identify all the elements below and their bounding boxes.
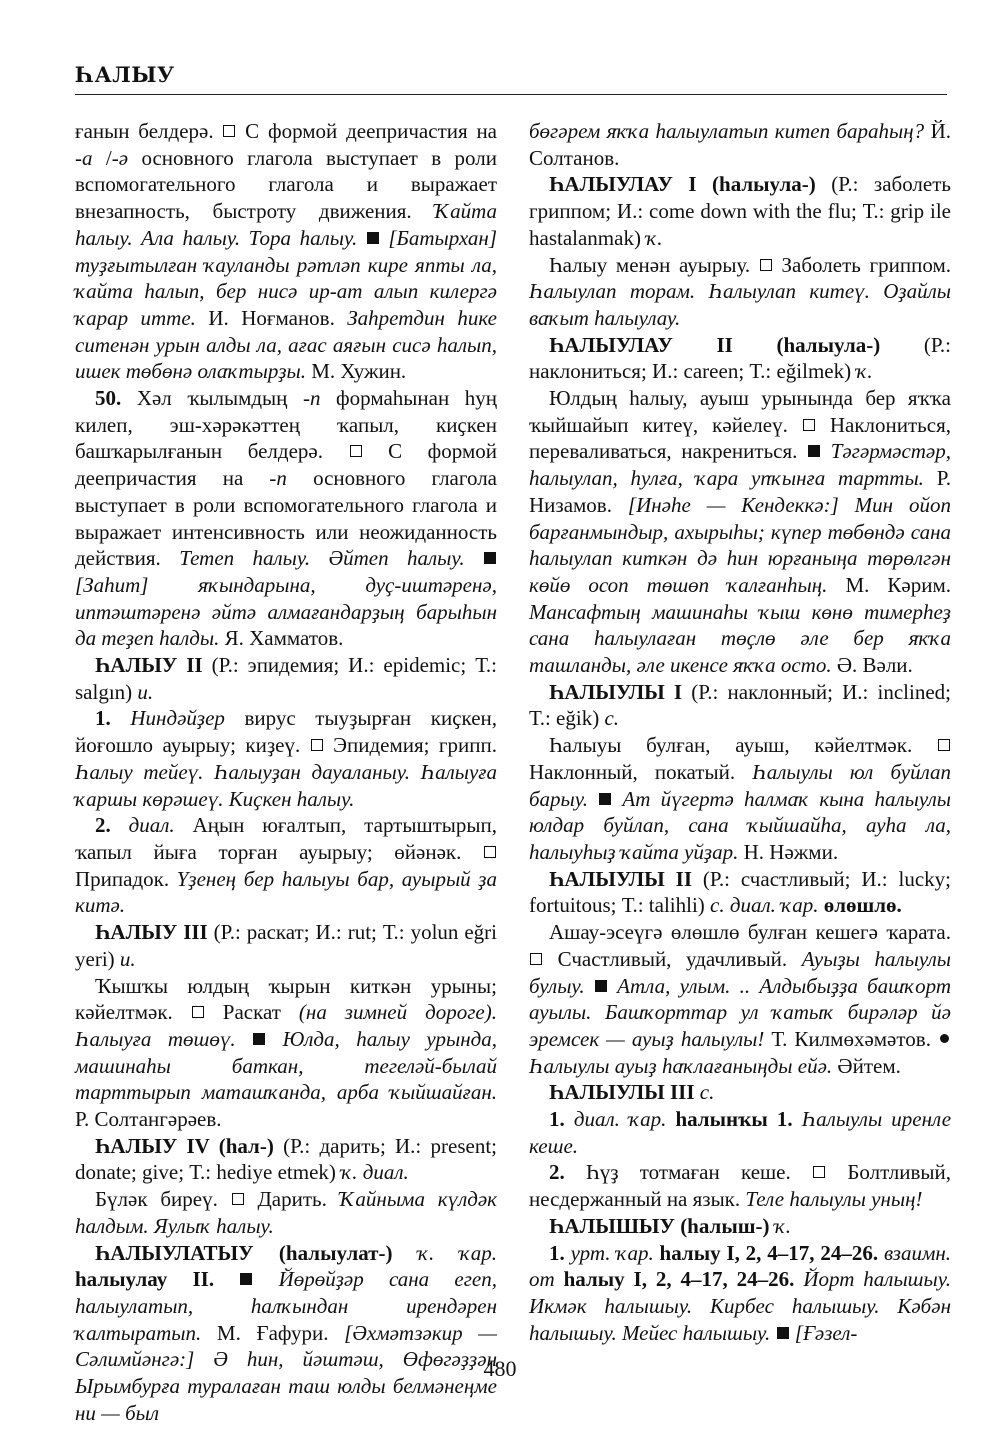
filled-square-icon [367, 232, 379, 244]
text-run [555, 1267, 564, 1291]
text-run: (Р.: раскат; И.: rut; Т.: yolun eğri yeri) [75, 920, 498, 971]
header-rule [75, 94, 947, 95]
headword: ҺАЛЫУЛАУ II (һалыула-) [549, 332, 881, 357]
italic-text: Заһретдин һике ситенән урын алды ла, ағас аяғын сисә һалып, ишек төбөнә олаҡтырҙы. [75, 305, 497, 384]
italic-text: и. [137, 679, 154, 704]
open-square-icon [803, 419, 815, 431]
headword: һалыу I, 2, 4–17, 24–26. [659, 1240, 879, 1265]
open-square-icon [813, 1166, 825, 1178]
italic-text: Ат йүгертә һалмаҡ кына һалыулы юлдар буйлап, сана ҡыйшайһа, ауһа ла, һалыуһыҙ ҡайта уйҙар. [529, 786, 951, 864]
italic-text: Атла, улым. .. Алдыбыҙҙа башҡорт ауылы. Башҡорттар ул ҡатыҡ бирәләр йә эремсек — ауыҙ һалыулы! [529, 973, 951, 1051]
headword: ҺАЛЫУ III [95, 920, 208, 945]
page-number: 480 [483, 1356, 517, 1381]
open-square-icon [223, 125, 235, 137]
headword: 1. [549, 1107, 565, 1132]
filled-square-icon [253, 1033, 265, 1045]
italic-text: взаимн. от [529, 1240, 952, 1292]
filled-square-icon [484, 552, 496, 564]
text-run: Һалыу менән ауырыу. [549, 252, 759, 277]
italic-text: диал. [128, 813, 175, 838]
bullet-dot-icon [940, 1034, 949, 1043]
text-run: (Р.: наклониться; И.: careen; Т.: eğilmek) [529, 332, 951, 384]
text-run: вирус тыуҙырған киҫкен, йоғошло ауырыу; киҙеү. [75, 706, 498, 758]
italic-text: ҡ. ҡар. [417, 1240, 498, 1265]
headword: ҺАЛЫУЛАТЫУ (һалыулат-) [95, 1240, 393, 1265]
entry-paragraph [75, 1186, 497, 1239]
text-run: Аңын юғалтып, тартыштырып, ҡапыл йыға торған ауырыу; өйәнәк. [75, 813, 498, 864]
headword: ҺАЛЫУЛАУ I (һалыула-) [549, 172, 816, 197]
headword: 1. [549, 1240, 565, 1265]
italic-text: Ниндәйҙер [130, 706, 225, 731]
text-run: Эпидемия; грипп. [323, 733, 497, 758]
left-column [75, 118, 497, 1426]
open-square-icon [530, 953, 542, 965]
open-square-icon [192, 1006, 204, 1018]
text-run: С формой деепричастия на - [75, 439, 497, 491]
text-run: (Р.: эпидемия; И.: epidemic; Т.: salgın) [75, 653, 497, 704]
headword: ҺАЛЫУЛЫ III [549, 1080, 695, 1105]
text-run [392, 1241, 417, 1265]
headword: ҺАЛЫУ II [95, 653, 203, 678]
italic-text: [Инәһе — Кендеккә:] Мин ойоп барғанмындыр, ахырыһы; күпер төбөндә сана һалыулап киткән дә һин юрғаныңа төрөлгән көйө осоп төшөп ҡалғанһың. [529, 492, 951, 597]
text-run [793, 1107, 802, 1131]
entry-paragraph [529, 1240, 951, 1347]
text-run [465, 546, 483, 570]
headword: ҺАЛЫУЛЫ I [549, 679, 683, 704]
filled-square-icon [808, 445, 820, 457]
text-run: Һүҙ тотмаған кеше. [564, 1160, 813, 1185]
entry-paragraph [75, 705, 497, 812]
entry-paragraph [529, 679, 951, 732]
text-run [794, 1267, 803, 1291]
italic-text: [Ғәзел- [794, 1320, 858, 1345]
entry-paragraph [529, 1079, 951, 1106]
text-run: Наклониться, переваливаться, накрениться. [529, 412, 951, 464]
entry-paragraph [529, 1213, 951, 1240]
italic-text: с. [699, 1080, 715, 1105]
italic-text: урт. ҡар. [570, 1240, 654, 1265]
italic-text: а [82, 145, 93, 170]
entry-paragraph [529, 171, 951, 251]
entry-paragraph [75, 919, 497, 972]
text-run: Припадок. [75, 866, 177, 891]
italic-text: Юлда, һалыу урында, машинаһы баткан, тегеләй-былай тарттырып маташҡанда, арба ҡыйшайған. [75, 1026, 497, 1105]
text-run: С формой деепричастия на - [75, 119, 497, 170]
italic-text: [Батырхан] туҙғытылған ҡауланды рәтләп кире япты ла, ҡайта һалып, бер нисә ир-ат алып килергә ҡарар итте. [75, 225, 497, 330]
text-run: Раскат [204, 1000, 299, 1025]
filled-square-icon [240, 1273, 252, 1285]
text-run: Болтливый, несдержанный на язык. [529, 1160, 952, 1212]
italic-text: с. диал. ҡар. [710, 893, 819, 918]
text-run: М. Кәрим. [827, 572, 952, 597]
text-run: Т. Килмөхәмәтов. [764, 1026, 938, 1051]
headword: өлөшлө. [823, 893, 902, 918]
text-run: Н. Нәжми. [738, 839, 839, 864]
open-square-icon [484, 846, 496, 858]
italic-text: (на зимней дороге). Һалыуға төшөү. [75, 1000, 497, 1051]
italic-text: Ҡайта һалыу. Ала һалыу. Тора һалыу. [75, 199, 497, 250]
entry-paragraph [529, 732, 951, 866]
open-square-icon [760, 259, 772, 271]
text-run: формаһынан һуң килеп, эш-хәрәкәттең ҡапыл, киҫкен башҡарылғанын белдерә. [75, 386, 497, 464]
filled-square-icon [777, 1327, 789, 1339]
filled-square-icon [599, 793, 611, 805]
text-run: И. Ноғманов. [195, 305, 348, 330]
text-run: Я. Хамматов. [219, 626, 344, 651]
text-run: Р. Солтангәрәев. [75, 1107, 222, 1132]
text-run: (Р.: заболеть гриппом; И.: come down with the flu; Т.: grip ile hastalanmak) [529, 172, 951, 250]
entry-paragraph [75, 1240, 497, 1427]
text-run [585, 974, 594, 998]
text-run: (Р.: наклонный; И.: inclined; Т.: eğik) [529, 679, 951, 731]
text-run: Наклонный, покатый. [529, 759, 753, 784]
italic-text: Һалыулап торам. Һалыулап китеү. Оҙайлы ваҡыт һалыулау. [529, 279, 951, 330]
entry-paragraph [75, 973, 497, 1133]
headword: ҺАЛЫУЛЫ II [549, 866, 692, 891]
entry-paragraph [529, 866, 951, 919]
italic-text: Йөрөйҙәр сана егеп, һалыулатып, һалҡындан ирендәрен ҡалтыратып. [75, 1267, 497, 1345]
italic-text: Ауыҙы һалыулы булыу. [529, 946, 951, 998]
italic-text: ҡ. [646, 225, 663, 250]
italic-text: п [276, 466, 287, 491]
entry-paragraph [75, 652, 497, 705]
headword: ҺАЛЫШЫУ (һалыш-) [549, 1213, 770, 1238]
entry-paragraph [75, 385, 497, 652]
right-column [529, 118, 951, 1346]
text-run: основного глагола выступает в роли вспомогательного глагола и выражает интенсивность или неожиданность действия. [75, 466, 497, 571]
text-run [236, 1027, 252, 1051]
text-run: Заболеть гриппом. [772, 252, 951, 277]
italic-text: Һалыулы ауыҙ һаҡлағаныңды ейә. [529, 1053, 833, 1078]
italic-text: Тетеп һалыу. Әйтеп һалыу. [179, 546, 465, 571]
entry-paragraph [75, 118, 497, 385]
text-run: Ҡышҡы юлдың ҡырын киткән урыны; кәйелтмәк. [75, 973, 497, 1025]
italic-text: и. [119, 946, 136, 971]
italic-text: [Заһит] яҡындарына, дуҫ-иштәренә, иптәштәренә әйтә алмағандарҙың барыһын да теҙеп һалды. [75, 572, 497, 651]
italic-text: ә [118, 145, 129, 170]
italic-text: ҡ. [856, 359, 873, 384]
open-square-icon [311, 739, 323, 751]
open-square-icon [938, 739, 950, 751]
text-run: Счастливый, удачливый. [543, 946, 802, 971]
entry-paragraph [529, 332, 951, 385]
text-run: основного глагола выступает в роли вспомогательного глагола и выражает внезапность, быстроту движения. [75, 145, 498, 224]
entry-paragraph [529, 919, 951, 1079]
entry-paragraph [529, 118, 951, 171]
italic-text: Ҡайныма күлдәк һалдым. Яулыҡ һалыу. [75, 1187, 498, 1238]
text-run: Әйтем. [832, 1053, 901, 1078]
italic-text: Үҙенең бер һалыуы бар, ауырый ҙа китә. [75, 866, 497, 918]
entry-paragraph [529, 252, 951, 332]
headword: һалыулау II. [75, 1267, 215, 1292]
italic-text: Теле һалыулы уның! [745, 1187, 923, 1212]
italic-text: п [309, 386, 321, 411]
text-run: (Р.: счастливый; И.: lucky; fortuitous; Т.: talihli) [529, 866, 951, 918]
text-run: Бүләк биреү. [95, 1187, 231, 1212]
headword: 2. [549, 1160, 565, 1185]
entry-paragraph [75, 1133, 497, 1186]
text-run: Юлдың һалыу, ауыш урынында бер яҡҡа ҡыйшайып китеү, кәйелеү. [529, 386, 951, 437]
entry-paragraph [529, 385, 951, 679]
text-run: Хәл ҡылымдың - [121, 386, 310, 411]
italic-text: диал. ҡар. [573, 1107, 667, 1132]
open-square-icon [350, 445, 362, 457]
italic-text: ҡ. диал. [341, 1160, 409, 1185]
italic-text: ҡ. [774, 1213, 792, 1238]
text-run: /- [92, 145, 119, 170]
headword: һалыу I, 2, 4–17, 24–26. [563, 1267, 795, 1292]
text-run [770, 1321, 775, 1345]
text-run: Й. Солтанов. [529, 119, 951, 170]
text-run [588, 787, 598, 811]
text-run [214, 1267, 239, 1291]
text-run: (Р.: дарить; И.: present; donate; give; Т.: hediye etmek) [75, 1133, 497, 1185]
text-run: М. Ғафури. [201, 1320, 345, 1345]
italic-text: Йорт һалышыу. Икмәк һалышыу. Кирбес һалышыу. Кәбән һалышыу. Мейес һалышыу. [529, 1267, 951, 1345]
headword: 1. [95, 706, 111, 731]
text-run [565, 1107, 574, 1131]
text-run: Һалыуы булған, ауыш, кәйелтмәк. [549, 733, 937, 758]
entry-paragraph [529, 1159, 951, 1212]
italic-text: с. [604, 706, 620, 731]
italic-text: Һалыу тейеү. Һалыуҙан дауаланыу. Һалыуға ҡаршы көрәшеү. Киҫкен һалыу. [75, 759, 497, 811]
headword: ҺАЛЫУ IV (һал-) [95, 1133, 274, 1158]
italic-text: Мансафтың машинаһы ҡыш көнө тимерһеҙ сана һалыулаған төҫлө әле бер яҡҡа ташланды, әле икенсе яҡҡа осто. [529, 599, 951, 678]
text-run: ғанын белдерә. [75, 119, 223, 143]
text-run [111, 706, 131, 730]
headword: һалынҡы 1. [675, 1107, 793, 1132]
text-run [357, 226, 366, 250]
italic-text: Тәгәрмәстәр, һалыулап, һулға, ҡара упҡынға тартты. [529, 439, 951, 491]
open-square-icon [232, 1193, 244, 1205]
italic-text: бөгәрем яҡҡа һалыулатып китеп бараһың? [529, 119, 925, 143]
italic-text: Һалыулы юл буйлап барыу. [529, 759, 951, 811]
text-run: Ашау-эсеүгә өлөшлө булған кешегә ҡарата. [549, 920, 951, 945]
text-run [111, 813, 129, 837]
headword: 2. [95, 813, 111, 838]
entry-paragraph [75, 812, 497, 919]
running-head: ҺАЛЫУ [75, 62, 175, 87]
italic-text: [Әхмәтзәкир — Сәлимйәнгә:] Ә һин, йәштәш, Өфөгәҙҙән Ырымбурға туралаған таш юлды белмәнеңме ни — был [75, 1320, 497, 1425]
text-run: Дарить. [244, 1187, 340, 1212]
entry-paragraph [529, 1106, 951, 1159]
text-run: М. Хужин. [305, 359, 407, 384]
italic-text: Һалыулы иренле кеше. [529, 1107, 952, 1158]
filled-square-icon [595, 980, 607, 992]
text-run: Р. Низамов. [529, 466, 951, 517]
text-run: Ә. Вәли. [831, 653, 913, 678]
headword: 50. [95, 386, 122, 411]
